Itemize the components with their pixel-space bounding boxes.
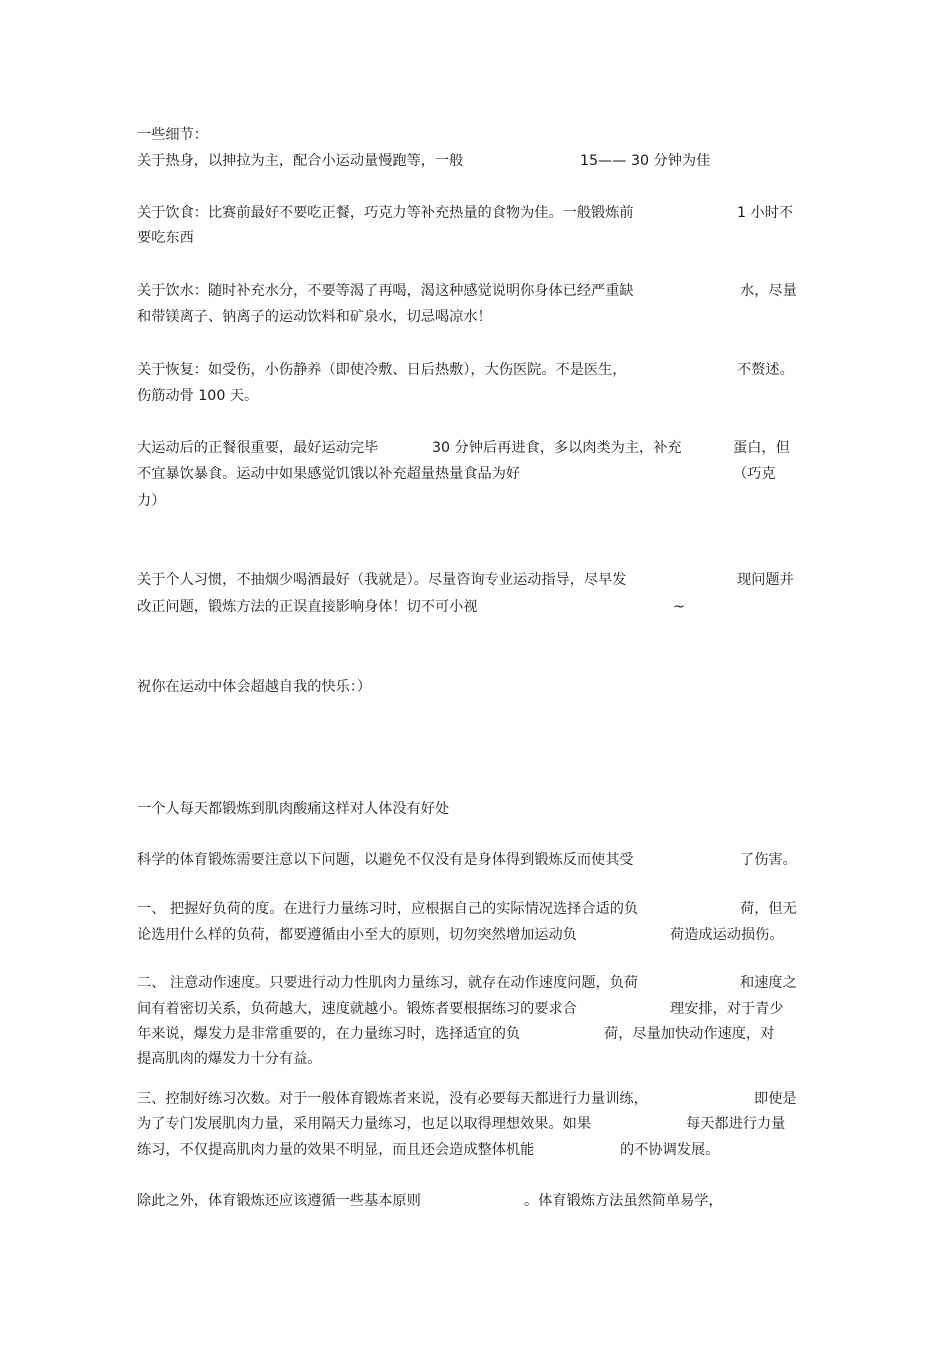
text-line: 荷造成运动损伤。 [670,927,784,943]
text-line: 关于饮食：比赛前最好不要吃正餐，巧克力等补充热量的食物为佳。一般锻炼前 [137,205,634,221]
section-title: 一个人每天都锻炼到肌肉酸痛这样对人体没有好处 [137,801,450,817]
text-line: ~ [673,599,685,615]
text-line: 荷，尽量加快动作速度，对 [604,1026,775,1042]
text-line: 改正问题，锻炼方法的正误直接影响身体！切不可小视 [137,599,478,615]
text-line: 为了专门发展肌肉力量，采用隔天力量练习，也足以取得理想效果。如果 [137,1116,592,1132]
text-line: 祝你在运动中体会超越自我的快乐：） [137,679,372,695]
text-line: 了伤害。 [740,852,797,868]
text-line: 荷，但无 [740,901,797,917]
text-line: 和速度之 [740,975,797,991]
text-line: 1 小时不 [737,205,794,221]
text-line: 不宜暴饮暴食。运动中如果感觉饥饿以补充超量热量食品为好 [137,466,521,482]
text-line: 科学的体育锻炼需要注意以下问题，以避免不仅没有是身体得到锻炼反而使其受 [137,852,634,868]
text-line: 三、控制好练习次数。对于一般体育锻炼者来说，没有必要每天都进行力量训练， [137,1091,648,1107]
text-line: 二、 注意动作速度。只要进行动力性肌肉力量练习，就存在动作速度问题，负荷 [137,975,639,991]
text-line: 间有着密切关系，负荷越大，速度就越小。锻炼者要根据练习的要求合 [137,1001,577,1017]
text-line: 理安排，对于青少 [670,1001,784,1017]
text-line: 。体育锻炼方法虽然简单易学， [524,1193,723,1209]
text-line: 一、 把握好负荷的度。在进行力量练习时，应根据自己的实际情况选择合适的负 [137,901,639,917]
text-line: 关于饮水：随时补充水分，不要等渴了再喝，渴这种感觉说明你身体已经严重缺 [137,283,634,299]
text-line: 练习，不仅提高肌肉力量的效果不明显，而且还会造成整体机能 [137,1142,535,1158]
text-line: 即使是 [754,1091,797,1107]
text-line: 每天都进行力量 [686,1116,786,1132]
text-line: （巧克 [733,466,776,482]
text-line: 力） [137,493,166,509]
text-line: 不赘述。 [737,362,794,378]
text-line: 大运动后的正餐很重要，最好运动完毕 [137,440,379,456]
text-line: 蛋白，但 [733,440,790,456]
text-line: 伤筋动骨 100 天。 [137,388,259,404]
text-line: 论选用什么样的负荷，都要遵循由小至大的原则，切勿突然增加运动负 [137,927,577,943]
text-line: 的不协调发展。 [620,1142,720,1158]
text-line: 15—— 30 分钟为佳 [580,153,711,169]
text-line: 关于热身，以抻拉为主，配合小运动量慢跑等，一般 [137,153,464,169]
text-line: 关于个人习惯，不抽烟少喝酒最好（我就是）。尽量咨询专业运动指导，尽早发 [137,572,627,588]
text-line: 和带镁离子、钠离子的运动饮料和矿泉水，切忌喝凉水！ [137,309,492,325]
text-line: 水，尽量 [740,283,797,299]
text-line: 年来说，爆发力是非常重要的，在力量练习时，选择适宜的负 [137,1026,521,1042]
text-line: 除此之外，体育锻炼还应该遵循一些基本原则 [137,1193,421,1209]
text-line: 一些细节： [137,127,208,143]
text-line: 30 分钟后再进食，多以肉类为主，补充 [432,440,682,456]
text-line: 关于恢复：如受伤，小伤静养（即使冷敷、日后热敷），大伤医院。不是医生， [137,362,627,378]
text-line: 现问题并 [737,572,794,588]
text-line: 提高肌肉的爆发力十分有益。 [137,1051,322,1067]
text-line: 要吃东西 [137,230,194,246]
